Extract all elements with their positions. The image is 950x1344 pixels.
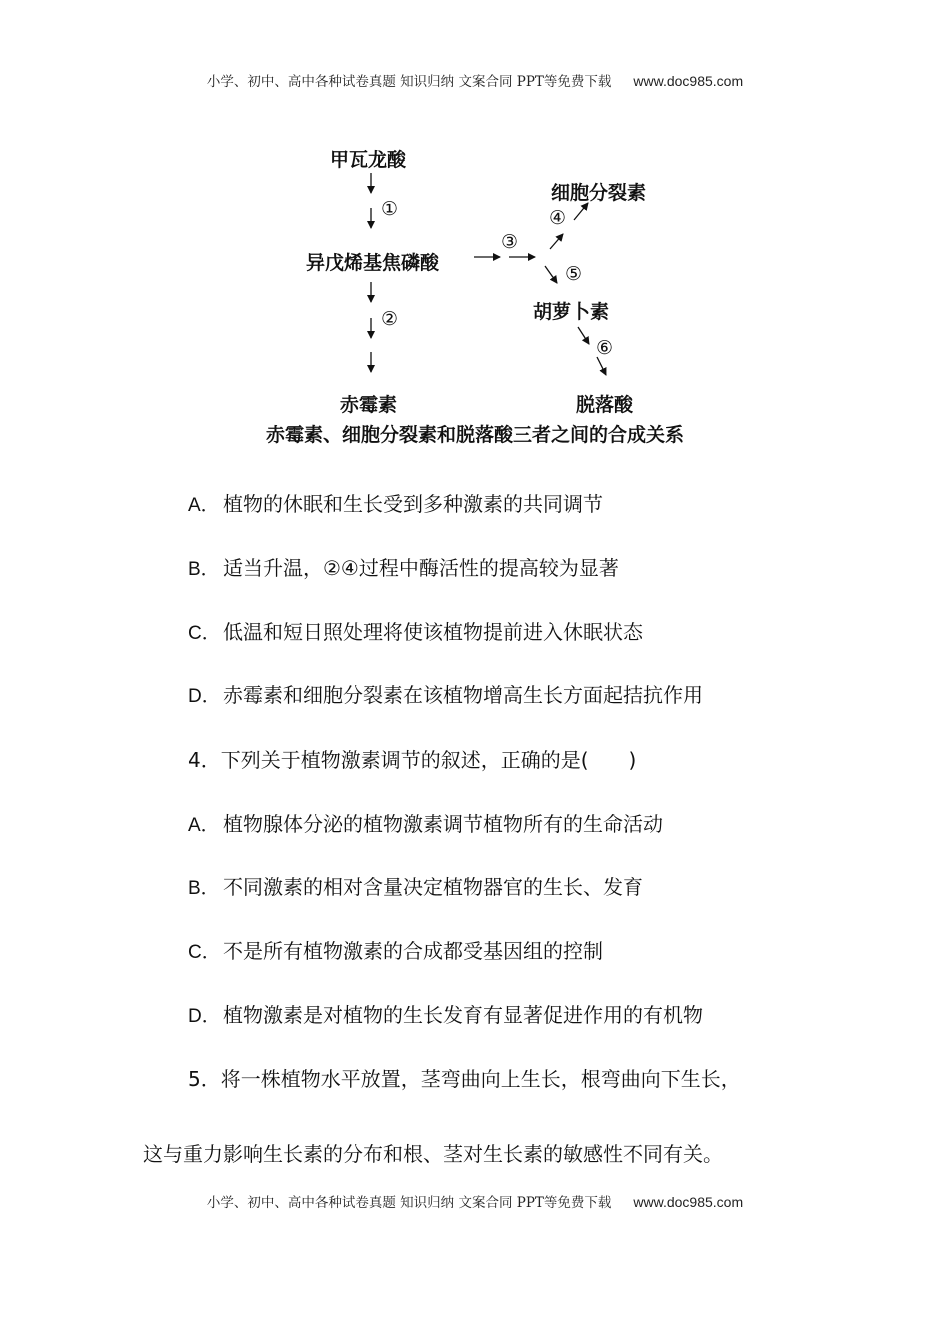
q4-stem: 4．下列关于植物激素调节的叙述，正确的是( ): [188, 748, 637, 772]
arrow-4b: [574, 203, 588, 220]
page-footer: [0, 1191, 950, 1211]
q4-option-c: [188, 935, 603, 964]
diagram-caption: 赤霉素、细胞分裂素和脱落酸三者之间的合成关系: [265, 424, 684, 446]
q4-option-a: [188, 808, 663, 837]
node-cytokinin: 细胞分裂素: [551, 182, 647, 204]
footer-site-link[interactable]: www.doc985.com: [633, 1194, 744, 1210]
arrow-6a: [578, 327, 589, 344]
node-carotene: 胡萝卜素: [533, 301, 610, 323]
q3-option-c: [188, 616, 643, 645]
option-text: 适当升温，②④过程中酶活性的提高较为显著: [223, 556, 619, 580]
option-label: C．: [188, 623, 221, 644]
q3-option-b: [188, 552, 619, 581]
node-mevalonic-acid: 甲瓦龙酸: [330, 149, 407, 171]
q5-line-1: 5．将一株植物水平放置，茎弯曲向上生长，根弯曲向下生长，: [188, 1067, 741, 1091]
node-abscisic-acid: 脱落酸: [576, 394, 634, 416]
node-gibberellin: 赤霉素: [340, 394, 398, 416]
step-3-label: ③: [501, 231, 519, 253]
header-site-link[interactable]: www.doc985.com: [633, 73, 744, 89]
step-4-label: ④: [549, 207, 567, 229]
option-label: A．: [188, 815, 220, 836]
step-2-label: ②: [381, 308, 399, 330]
q3-option-a: [188, 488, 603, 517]
option-text: 赤霉素和细胞分裂素在该植物增高生长方面起拮抗作用: [223, 683, 703, 707]
option-text: 不同激素的相对含量决定植物器官的生长、发育: [223, 875, 643, 899]
option-text: 低温和短日照处理将使该植物提前进入休眠状态: [223, 620, 643, 644]
option-text: 不是所有植物激素的合成都受基因组的控制: [223, 939, 603, 963]
option-label: B．: [188, 878, 220, 899]
q4-option-b: [188, 871, 643, 900]
node-ipp: 异戊烯基焦磷酸: [306, 252, 440, 274]
option-label: A．: [188, 495, 220, 516]
step-1-label: ①: [381, 198, 399, 220]
option-text: 植物的休眠和生长受到多种激素的共同调节: [223, 492, 603, 516]
q4-option-d: [188, 999, 703, 1028]
step-5-label: ⑤: [565, 263, 583, 285]
arrow-4a: [550, 234, 563, 249]
option-text: 植物腺体分泌的植物激素调节植物所有的生命活动: [223, 812, 663, 836]
step-6-label: ⑥: [596, 337, 614, 359]
option-text: 植物激素是对植物的生长发育有显著促进作用的有机物: [223, 1003, 703, 1027]
q5-line-2: 这与重力影响生长素的分布和根、茎对生长素的敏感性不同有关。: [143, 1142, 723, 1166]
q3-option-d: [188, 679, 703, 708]
option-label: D．: [188, 686, 221, 707]
arrow-6b: [597, 357, 606, 375]
arrow-5: [545, 266, 557, 283]
diagram-arrows: [0, 0, 950, 420]
option-label: C．: [188, 942, 221, 963]
footer-text: 小学、初中、高中各种试卷真题 知识归纳 文案合同 PPT等免费下载: [206, 1195, 612, 1211]
option-label: B．: [188, 559, 220, 580]
option-label: D．: [188, 1006, 221, 1027]
header-text: 小学、初中、高中各种试卷真题 知识归纳 文案合同 PPT等免费下载: [206, 74, 612, 90]
